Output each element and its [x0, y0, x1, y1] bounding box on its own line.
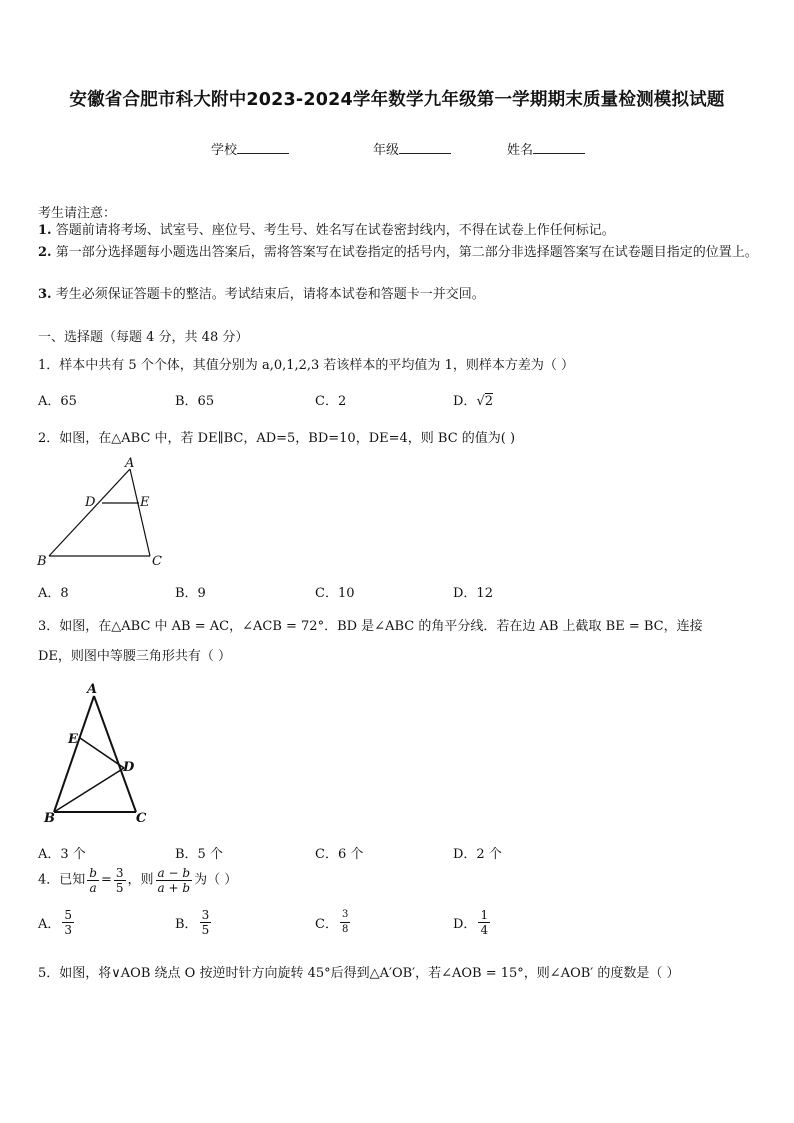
q2-option-c[interactable]: C．10 — [315, 586, 355, 601]
q3-label-a: A — [87, 682, 98, 697]
notice-item-3: 3. 考生必须保证答题卡的整洁。考试结束后，请将本试卷和答题卡一并交回。 — [38, 287, 485, 302]
q2-label-e: E — [140, 495, 150, 510]
student-info-row — [0, 139, 794, 159]
q2-options — [38, 582, 758, 606]
q1-stem: 1．样本中共有 5 个个体，其值分别为 a,0,1,2,3 若该样本的平均值为 1，则样本方差为（ ） — [38, 358, 574, 373]
q2-label-d: D — [85, 495, 96, 510]
school-label: 学校 — [211, 143, 238, 158]
school-blank[interactable] — [237, 141, 289, 154]
q4-options — [38, 908, 758, 948]
notice-item-2: 2. 第一部分选择题每小题选出答案后，需将答案写在试卷指定的括号内，第二部分非选择题答案写在试卷题目指定的位置上。 — [38, 245, 758, 260]
q1-sqrt-value: 2 — [484, 394, 494, 409]
q3-label-d: D — [123, 760, 135, 775]
q3-option-a[interactable]: A．3 个 — [38, 847, 86, 862]
q4-option-d[interactable]: D． $\frac{1}{4}$ — [453, 908, 489, 937]
q1-option-a[interactable]: A．65 — [38, 394, 77, 409]
q1-options — [38, 390, 758, 414]
q2-option-d[interactable]: D．12 — [453, 586, 493, 601]
name-blank[interactable] — [533, 141, 585, 154]
q3-stem-line2: DE，则图中等腰三角形共有（ ） — [38, 649, 232, 664]
q2-triangle-figure — [30, 455, 170, 570]
q1-option-d[interactable]: D．√2 — [453, 394, 494, 409]
q4-stem: 4．已知 $\frac{b}{a}$ = $\frac{3}{5}$ ，则 $\frac{a - b}{a + b}$ 为（ ） — [38, 866, 238, 895]
q4-fraction-expression: $\frac{a - b}{a + b}$ — [157, 866, 191, 895]
q1-option-c[interactable]: C．2 — [315, 394, 347, 409]
q3-option-d[interactable]: D．2 个 — [453, 847, 502, 862]
section-choice-heading: 一、选择题（每题 4 分，共 48 分） — [38, 330, 249, 345]
name-label: 姓名 — [507, 143, 534, 158]
grade-field — [373, 139, 451, 158]
q2-stem: 2．如图，在△ABC 中，若 DE∥BC，AD=5，BD=10，DE=4，则 BC 的值为( ) — [38, 431, 516, 446]
q2-option-b[interactable]: B．9 — [175, 586, 206, 601]
q2-label-b: B — [37, 554, 47, 569]
q2-option-a[interactable]: A．8 — [38, 586, 69, 601]
q3-option-c[interactable]: C．6 个 — [315, 847, 364, 862]
q1-option-b[interactable]: B．65 — [175, 394, 215, 409]
q4-option-a[interactable]: A． $\frac{5}{3}$ — [38, 908, 73, 937]
q3-stem-line1: 3．如图，在△ABC 中 AB = AC，∠ACB = 72°．BD 是∠ABC 的角平分线．若在边 AB 上截取 BE = BC，连接 — [38, 619, 703, 634]
q2-label-c: C — [152, 554, 162, 569]
q3-triangle-figure — [40, 680, 160, 830]
q4-fraction-3-over-5: $\frac{3}{5}$ — [115, 866, 124, 895]
name-field — [507, 139, 585, 158]
q2-label-a: A — [125, 456, 135, 471]
q4-option-b[interactable]: B． $\frac{3}{5}$ — [175, 908, 210, 937]
notice-item-1: 1. 答题前请将考场、试室号、座位号、考生号、姓名写在试卷密封线内，不得在试卷上作任何标记。 — [38, 223, 615, 238]
q4-option-c[interactable]: C． $\frac{3}{8}$ — [315, 909, 349, 935]
q3-label-b: B — [44, 811, 55, 826]
notice-heading: 考生请注意： — [38, 206, 117, 221]
q3-label-e: E — [68, 732, 78, 747]
sqrt-icon: √ — [476, 394, 485, 409]
school-field — [211, 139, 289, 158]
grade-label: 年级 — [373, 143, 400, 158]
q5-stem: 5．如图，将∨AOB 绕点 O 按逆时针方向旋转 45°后得到△A′OB′，若∠AOB = 15°，则∠AOB′ 的度数是（ ） — [38, 966, 680, 981]
q3-option-b[interactable]: B．5 个 — [175, 847, 223, 862]
q3-options — [38, 843, 758, 867]
q4-fraction-b-over-a: $\frac{b}{a}$ — [89, 866, 97, 895]
page-title: 安徽省合肥市科大附中2023-2024学年数学九年级第一学期期末质量检测模拟试题 — [69, 90, 725, 110]
q3-label-c: C — [136, 811, 147, 826]
grade-blank[interactable] — [399, 141, 451, 154]
